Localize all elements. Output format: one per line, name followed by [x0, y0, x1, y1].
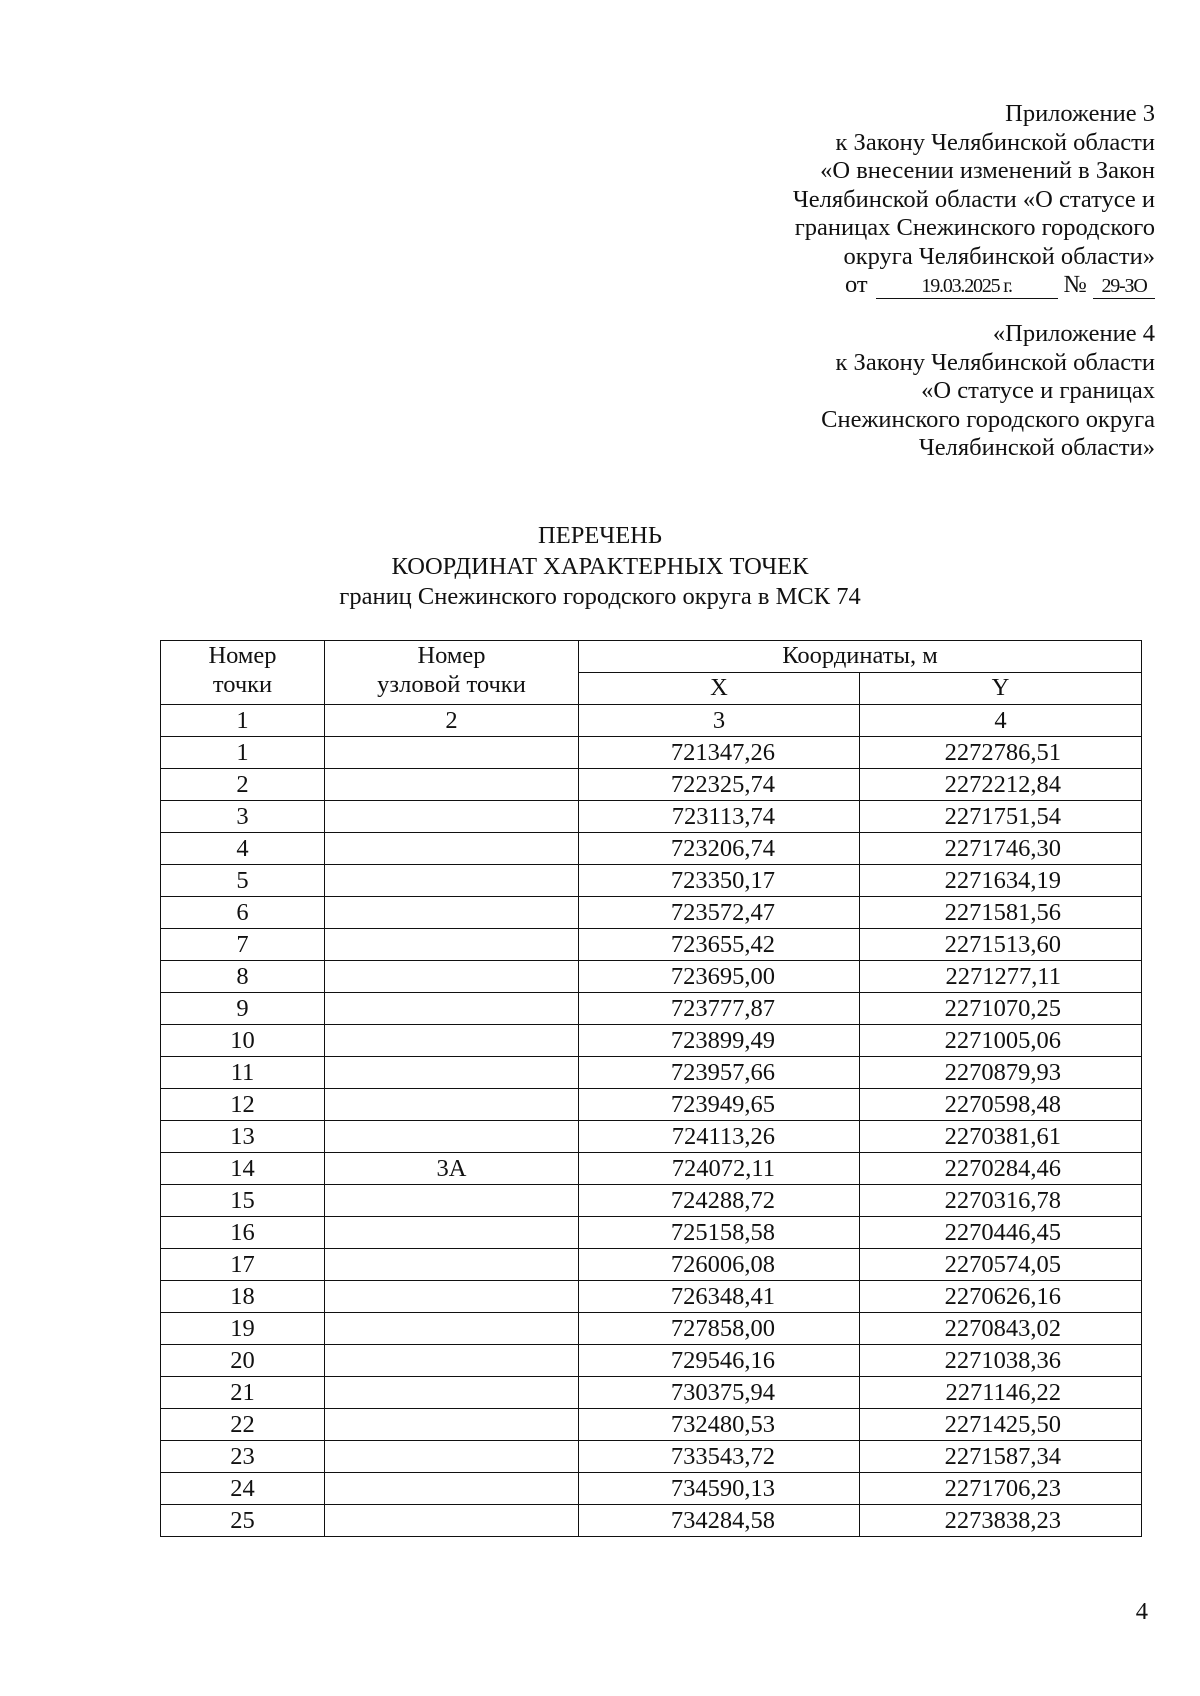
table-row: [161, 1089, 1142, 1121]
cell-node-number: [325, 833, 579, 865]
cell-point-number: 20: [161, 1345, 325, 1377]
appendix-header: [793, 100, 1155, 300]
page-number: 4: [1135, 1598, 1148, 1625]
appendix-line: Снежинского городского округа: [821, 405, 1155, 433]
cell-point-number: 7: [161, 929, 325, 961]
cell-node-number: [325, 1089, 579, 1121]
cell-node-number: [325, 961, 579, 993]
appendix-line: округа Челябинской области»: [843, 242, 1155, 270]
table-row: [161, 737, 1142, 769]
cell-point-number: 4: [161, 833, 325, 865]
law-date-number-row: [793, 271, 1155, 300]
cell-x: 723655,42: [579, 929, 860, 961]
cell-point-number: 9: [161, 993, 325, 1025]
cell-y: 2272212,84: [860, 769, 1142, 801]
appendix-line: к Закону Челябинской области: [835, 128, 1155, 156]
cell-y: 2270316,78: [860, 1185, 1142, 1217]
cell-x: 723206,74: [579, 833, 860, 865]
table-row: [161, 1377, 1142, 1409]
cell-node-number: [325, 897, 579, 929]
table-row: [161, 1025, 1142, 1057]
cell-node-number: [325, 1281, 579, 1313]
cell-point-number: 14: [161, 1153, 325, 1185]
cell-node-number: [325, 1377, 579, 1409]
title-line: границ Снежинского городского округа в МСК 74: [339, 583, 861, 610]
cell-x: 734284,58: [579, 1505, 860, 1537]
table-row: [161, 929, 1142, 961]
cell-x: 724072,11: [579, 1153, 860, 1185]
appendix-line: «О статусе и границах: [921, 377, 1155, 404]
column-number: 2: [325, 705, 579, 737]
cell-x: 733543,72: [579, 1441, 860, 1473]
cell-x: 723572,47: [579, 897, 860, 929]
table-row: [161, 1505, 1142, 1537]
cell-y: 2270574,05: [860, 1249, 1142, 1281]
column-number: 4: [860, 705, 1142, 737]
cell-point-number: 17: [161, 1249, 325, 1281]
appendix-line: Челябинской области «О статусе и: [792, 185, 1155, 213]
cell-point-number: 22: [161, 1409, 325, 1441]
cell-y: 2271146,22: [860, 1377, 1142, 1409]
cell-x: 726006,08: [579, 1249, 860, 1281]
header-point-number: Номер точки: [161, 641, 325, 705]
cell-y: 2271706,23: [860, 1473, 1142, 1505]
cell-point-number: 19: [161, 1313, 325, 1345]
cell-node-number: [325, 1473, 579, 1505]
cell-y: 2270381,61: [860, 1121, 1142, 1153]
cell-x: 723899,49: [579, 1025, 860, 1057]
table-row: [161, 1473, 1142, 1505]
table-row: [161, 897, 1142, 929]
table-row: [161, 801, 1142, 833]
header-y: Y: [860, 673, 1142, 705]
cell-y: 2272786,51: [860, 737, 1142, 769]
cell-x: 721347,26: [579, 737, 860, 769]
table-row: [161, 993, 1142, 1025]
cell-y: 2271070,25: [860, 993, 1142, 1025]
law-date: 19.03.2025 г.: [876, 274, 1058, 299]
cell-node-number: 3А: [325, 1153, 579, 1185]
cell-y: 2270626,16: [860, 1281, 1142, 1313]
cell-x: 723695,00: [579, 961, 860, 993]
table-row: [161, 1313, 1142, 1345]
cell-y: 2270598,48: [860, 1089, 1142, 1121]
cell-node-number: [325, 1441, 579, 1473]
table-row: [161, 1153, 1142, 1185]
cell-y: 2270879,93: [860, 1057, 1142, 1089]
cell-node-number: [325, 1185, 579, 1217]
cell-x: 724288,72: [579, 1185, 860, 1217]
appendix-line: «О внесении изменений в Закон: [820, 157, 1155, 184]
cell-x: 726348,41: [579, 1281, 860, 1313]
cell-node-number: [325, 865, 579, 897]
cell-y: 2271005,06: [860, 1025, 1142, 1057]
cell-y: 2271634,19: [860, 865, 1142, 897]
table-row: [161, 1249, 1142, 1281]
table-row: [161, 769, 1142, 801]
cell-node-number: [325, 1217, 579, 1249]
cell-x: 723113,74: [579, 801, 860, 833]
table-row: [161, 1185, 1142, 1217]
cell-node-number: [325, 1345, 579, 1377]
cell-y: 2273838,23: [860, 1505, 1142, 1537]
coordinates-table: [160, 640, 1142, 1537]
cell-y: 2271587,34: [860, 1441, 1142, 1473]
header-coordinates: Координаты, м: [579, 641, 1142, 673]
header-node-number: Номер узловой точки: [325, 641, 579, 705]
cell-point-number: 18: [161, 1281, 325, 1313]
cell-node-number: [325, 1025, 579, 1057]
number-prefix: №: [1063, 271, 1087, 298]
cell-x: 723949,65: [579, 1089, 860, 1121]
cell-node-number: [325, 769, 579, 801]
cell-point-number: 12: [161, 1089, 325, 1121]
title-line: КООРДИНАТ ХАРАКТЕРНЫХ ТОЧЕК: [391, 552, 809, 580]
column-number-row: [161, 705, 1142, 737]
cell-y: 2270446,45: [860, 1217, 1142, 1249]
cell-x: 723777,87: [579, 993, 860, 1025]
cell-node-number: [325, 1505, 579, 1537]
table-body: [161, 737, 1142, 1537]
table-row: [161, 961, 1142, 993]
cell-x: 725158,58: [579, 1217, 860, 1249]
table-row: [161, 1217, 1142, 1249]
cell-x: 729546,16: [579, 1345, 860, 1377]
cell-node-number: [325, 1313, 579, 1345]
date-prefix: от: [844, 271, 868, 298]
cell-node-number: [325, 1057, 579, 1089]
table-row: [161, 1281, 1142, 1313]
cell-point-number: 10: [161, 1025, 325, 1057]
cell-x: 723350,17: [579, 865, 860, 897]
cell-y: 2270284,46: [860, 1153, 1142, 1185]
cell-point-number: 11: [161, 1057, 325, 1089]
table-row: [161, 1345, 1142, 1377]
quoted-appendix-header: [821, 320, 1155, 463]
appendix-line: границах Снежинского городского: [794, 214, 1155, 241]
appendix-line: к Закону Челябинской области: [835, 348, 1155, 376]
table-row: [161, 1121, 1142, 1153]
cell-x: 723957,66: [579, 1057, 860, 1089]
cell-point-number: 16: [161, 1217, 325, 1249]
cell-point-number: 2: [161, 769, 325, 801]
cell-point-number: 25: [161, 1505, 325, 1537]
appendix-line: Приложение 3: [1005, 100, 1155, 127]
table-row: [161, 865, 1142, 897]
appendix-line: Челябинской области»: [918, 434, 1155, 461]
cell-point-number: 3: [161, 801, 325, 833]
cell-y: 2271425,50: [860, 1409, 1142, 1441]
column-number: 3: [579, 705, 860, 737]
cell-x: 724113,26: [579, 1121, 860, 1153]
cell-node-number: [325, 801, 579, 833]
cell-node-number: [325, 1249, 579, 1281]
cell-node-number: [325, 929, 579, 961]
table-row: [161, 1057, 1142, 1089]
cell-x: 734590,13: [579, 1473, 860, 1505]
column-number: 1: [161, 705, 325, 737]
cell-node-number: [325, 1409, 579, 1441]
cell-point-number: 15: [161, 1185, 325, 1217]
cell-point-number: 1: [161, 737, 325, 769]
cell-y: 2271513,60: [860, 929, 1142, 961]
cell-x: 722325,74: [579, 769, 860, 801]
cell-point-number: 23: [161, 1441, 325, 1473]
appendix-line: «Приложение 4: [992, 320, 1155, 347]
cell-x: 727858,00: [579, 1313, 860, 1345]
cell-point-number: 5: [161, 865, 325, 897]
cell-node-number: [325, 1121, 579, 1153]
cell-y: 2271746,30: [860, 833, 1142, 865]
cell-point-number: 6: [161, 897, 325, 929]
cell-y: 2271277,11: [860, 961, 1142, 993]
cell-node-number: [325, 993, 579, 1025]
header-x: X: [579, 673, 860, 705]
cell-x: 730375,94: [579, 1377, 860, 1409]
cell-y: 2270843,02: [860, 1313, 1142, 1345]
cell-node-number: [325, 737, 579, 769]
title-line: ПЕРЕЧЕНЬ: [538, 522, 662, 549]
cell-y: 2271581,56: [860, 897, 1142, 929]
cell-point-number: 8: [161, 961, 325, 993]
table-header-row: [161, 641, 1142, 673]
cell-point-number: 21: [161, 1377, 325, 1409]
cell-point-number: 13: [161, 1121, 325, 1153]
document-title: [0, 521, 1200, 613]
cell-x: 732480,53: [579, 1409, 860, 1441]
table-row: [161, 833, 1142, 865]
table-row: [161, 1409, 1142, 1441]
law-number: 29-ЗО: [1093, 274, 1155, 299]
table-row: [161, 1441, 1142, 1473]
cell-point-number: 24: [161, 1473, 325, 1505]
cell-y: 2271751,54: [860, 801, 1142, 833]
cell-y: 2271038,36: [860, 1345, 1142, 1377]
